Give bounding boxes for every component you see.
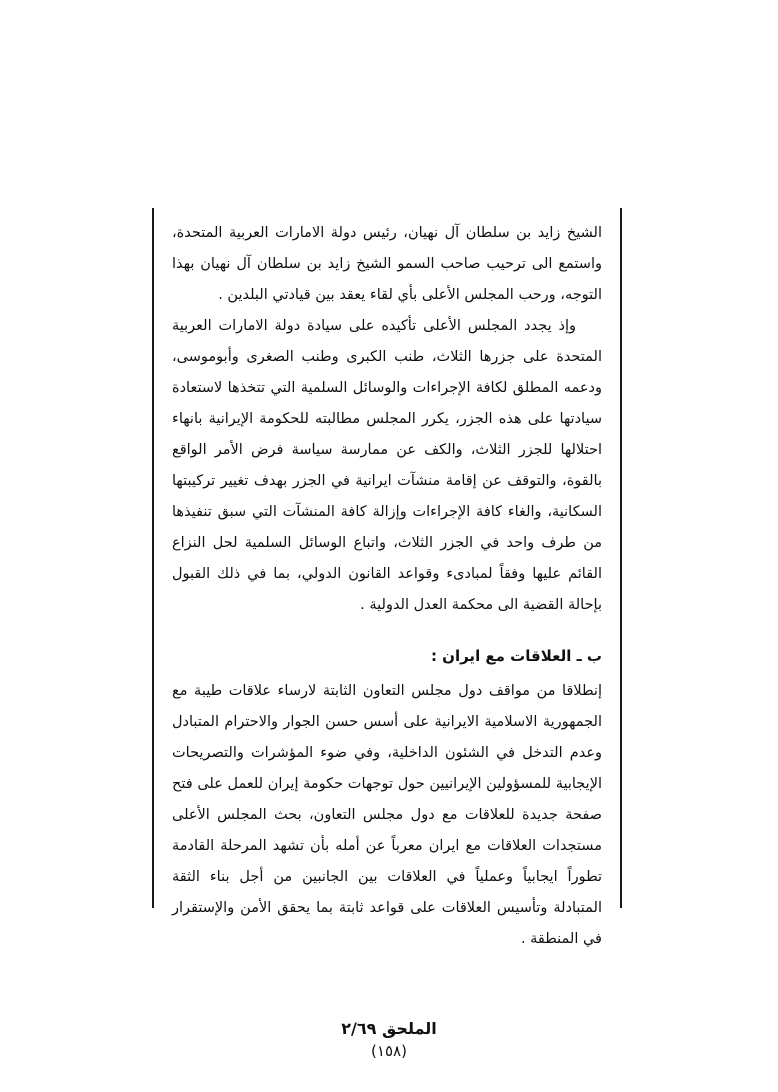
paragraph-1: الشيخ زايد بن سلطان آل نهيان، رئيس دولة الامارات العربية المتحدة، واستمع الى ترحيب صاحب السمو الشيخ زايد بن سلطان آل نهيان بهذا التوجه، ورحب المجلس الأعلى بأي لقاء يعقد بين قيادتي البلدين . <box>172 225 602 303</box>
text-frame <box>152 208 622 947</box>
page-footer <box>0 1018 778 1062</box>
footer-appendix-number: الملحق ٢/٦٩ <box>341 1019 437 1038</box>
paragraph-3: إنطلاقا من مواقف دول مجلس التعاون الثابتة لارساء علاقات طيبة مع الجمهورية الاسلامية الايرانية على أسس حسن الجوار والاحترام المتبادل وعدم التدخل في الشئون الداخلية، وفي ضوء المؤشرات والتصريحات الإيجابية للمسؤولين الإيرانيين حول توجهات حكومة إيران للعمل على فتح صفحة جديدة للعلاقات مع دول مجلس التعاون، بحث المجلس الأعلى مستجدات العلاقات مع ايران معرباً عن أمله بأن تشهد المرحلة القادمة تطوراً ايجابياً وعملياً في العلاقات بين الجانبين من أجل بناء الثقة المتبادلة وتأسيس العلاقات على قواعد ثابتة بما يحقق الأمن والإستقرار في المنطقة . <box>172 683 602 947</box>
footer-page-number: (١٥٨) <box>371 1042 407 1060</box>
section-heading-relations-with-iran: ب ـ العلاقات مع ايران : <box>430 647 602 665</box>
document-body <box>172 218 602 955</box>
paragraph-2: وإذ يجدد المجلس الأعلى تأكيده على سيادة دولة الامارات العربية المتحدة على جزرها الثلاث، طنب الكبرى وطنب الصغرى وأبوموسى، ودعمه المطلق لكافة الإجراءات والوسائل السلمية التي تتخذها لاستعادة سيادتها على هذه الجزر، يكرر المجلس مطالبته للحكومة الإيرانية بانهاء احتلالها للجزر الثلاث، والكف عن ممارسة سياسة فرض الأمر الواقع بالقوة، والتوقف عن إقامة منشآت ايرانية في الجزر بهدف تغيير تركيبتها السكانية، والغاء كافة الإجراءات وإزالة كافة المنشآت التي سبق تنفيذها من طرف واحد في الجزر الثلاث، واتباع الوسائل السلمية لحل النزاع القائم عليها وفقاً لمبادىء وقواعد القانون الدولي، بما في ذلك القبول بإحالة القضية الى محكمة العدل الدولية . <box>172 318 602 613</box>
